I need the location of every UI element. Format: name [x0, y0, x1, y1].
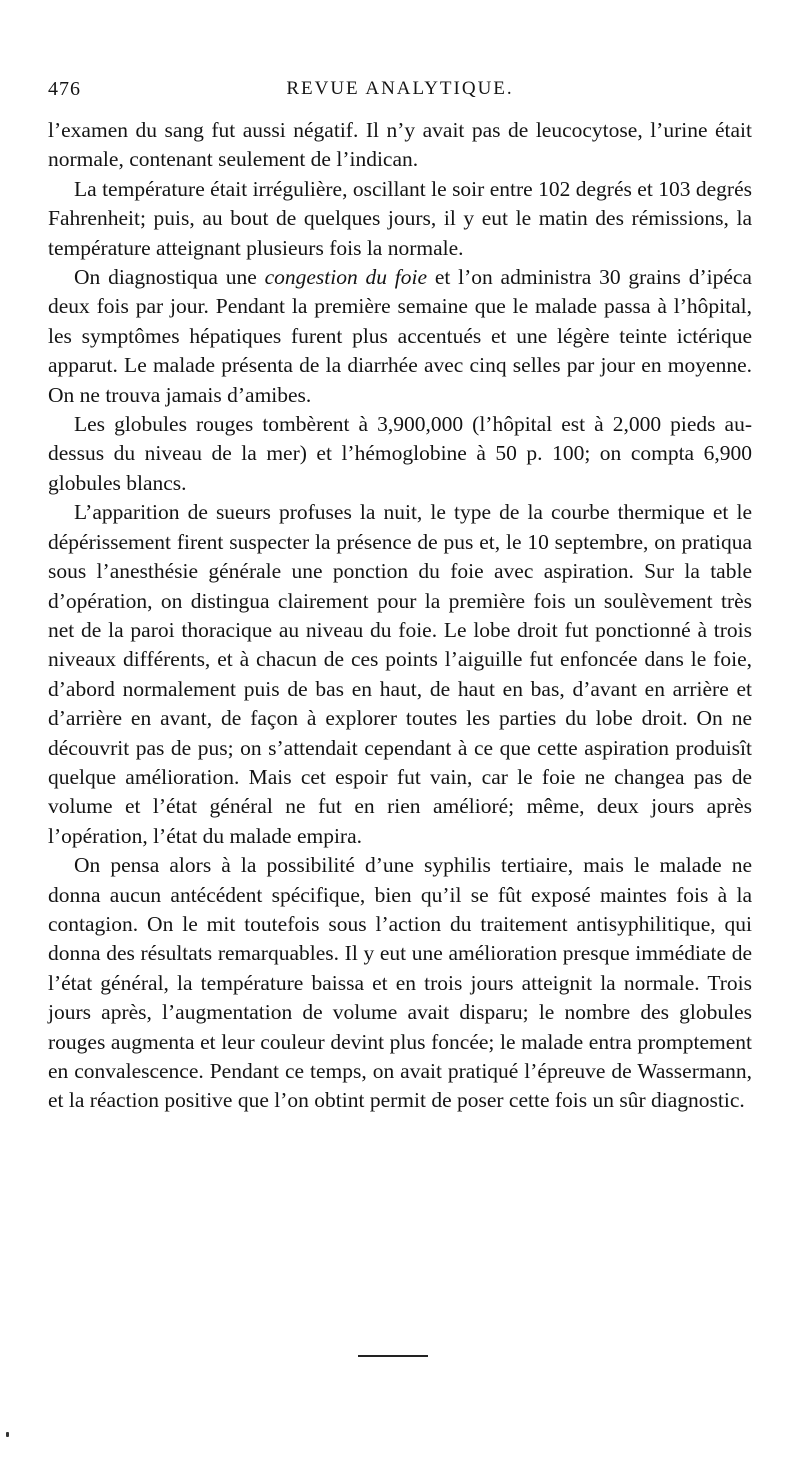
paragraph-continued: l’examen du sang fut aussi négatif. Il n’y avait pas de leucocytose, l’urine était normale, contenant seulement de l’indican.: [48, 118, 752, 172]
section-end-rule: [358, 1355, 428, 1357]
page-number: 476: [48, 78, 81, 100]
italic-term: congestion du foie: [264, 265, 428, 290]
paragraph-blood-count: Les globules rouges tombèrent à 3,900,000 (l’hôpital est à 2,000 pieds au-dessus du niveau de la mer) et l’hémoglobine à 50 p. 100; on compta 6,900 globules blancs.: [48, 412, 752, 495]
paragraph-syphilis: On pensa alors à la possibilité d’une syphilis tertiaire, mais le malade ne donna aucun antécédent spécifique, bien qu’il se fût exposé maintes fois à la contagion. On le mit toutefois sous l’action du traitement antisyphilitique, qui donna des résultats remarquables. Il y eut une amélioration presque immédiate de l’état général, la température baissa et en trois jours atteignit la normale. Trois jours après, l’augmentation de volume avait disparu; le nombre des globules rouges augmenta et leur couleur devint plus foncée; le malade entra promptement en convalescence. Pendant ce temps, on avait pratiqué l’épreuve de Wassermann, et la réaction positive que l’on obtint permit de poser cette fois un sûr diagnostic.: [48, 853, 752, 1113]
paragraph-diagnosis-rest: et l’on administra 30 grains d’ipéca deux fois par jour. Pendant la première semaine que le malade passa à l’hôpital, les symptômes hépatiques furent plus accentués et une légère teinte ictérique apparut. Le malade présenta de la diarrhée avec cinq selles par jour en moyenne. On ne trouva jamais d’amibes.: [48, 265, 752, 407]
print-speck: [6, 1432, 9, 1437]
paragraph-diagnosis: [48, 263, 752, 410]
running-title: REVUE ANALYTIQUE.: [286, 78, 514, 99]
paragraph-diagnosis-lead: On diagnostiqua une: [74, 265, 265, 290]
body-text: [48, 116, 752, 1116]
paragraph-temperature: La température était irrégulière, oscillant le soir entre 102 degrés et 103 degrés Fahrenheit; puis, au bout de quelques jours, il y eut le matin des rémissions, la température atteignant plusieurs fois la normale.: [48, 176, 752, 260]
running-header: [48, 78, 752, 106]
paragraph-puncture: L’apparition de sueurs profuses la nuit, le type de la courbe thermique et le dépérissement firent suspecter la présence de pus et, le 10 septembre, on pratiqua sous l’anesthésie générale une ponction du foie avec aspiration. Sur la table d’opération, on distingua clairement pour la première fois un soulèvement très net de la paroi thoracique au niveau du foie. Le lobe droit fut ponctionné à trois niveaux différents, et à chacun de ces points l’aiguille fut enfoncée dans le foie, d’abord normalement puis de bas en haut, de haut en bas, d’avant en arrière et d’arrière en avant, de façon à explorer toutes les parties du lobe droit. On ne découvrit pas de pus; on s’attendait cependant à ce que cette aspiration produisît quelque amélioration. Mais cet espoir fut vain, car le foie ne changea pas de volume et l’état général ne fut en rien amélioré; même, deux jours après l’opération, l’état du malade empira.: [48, 500, 752, 848]
